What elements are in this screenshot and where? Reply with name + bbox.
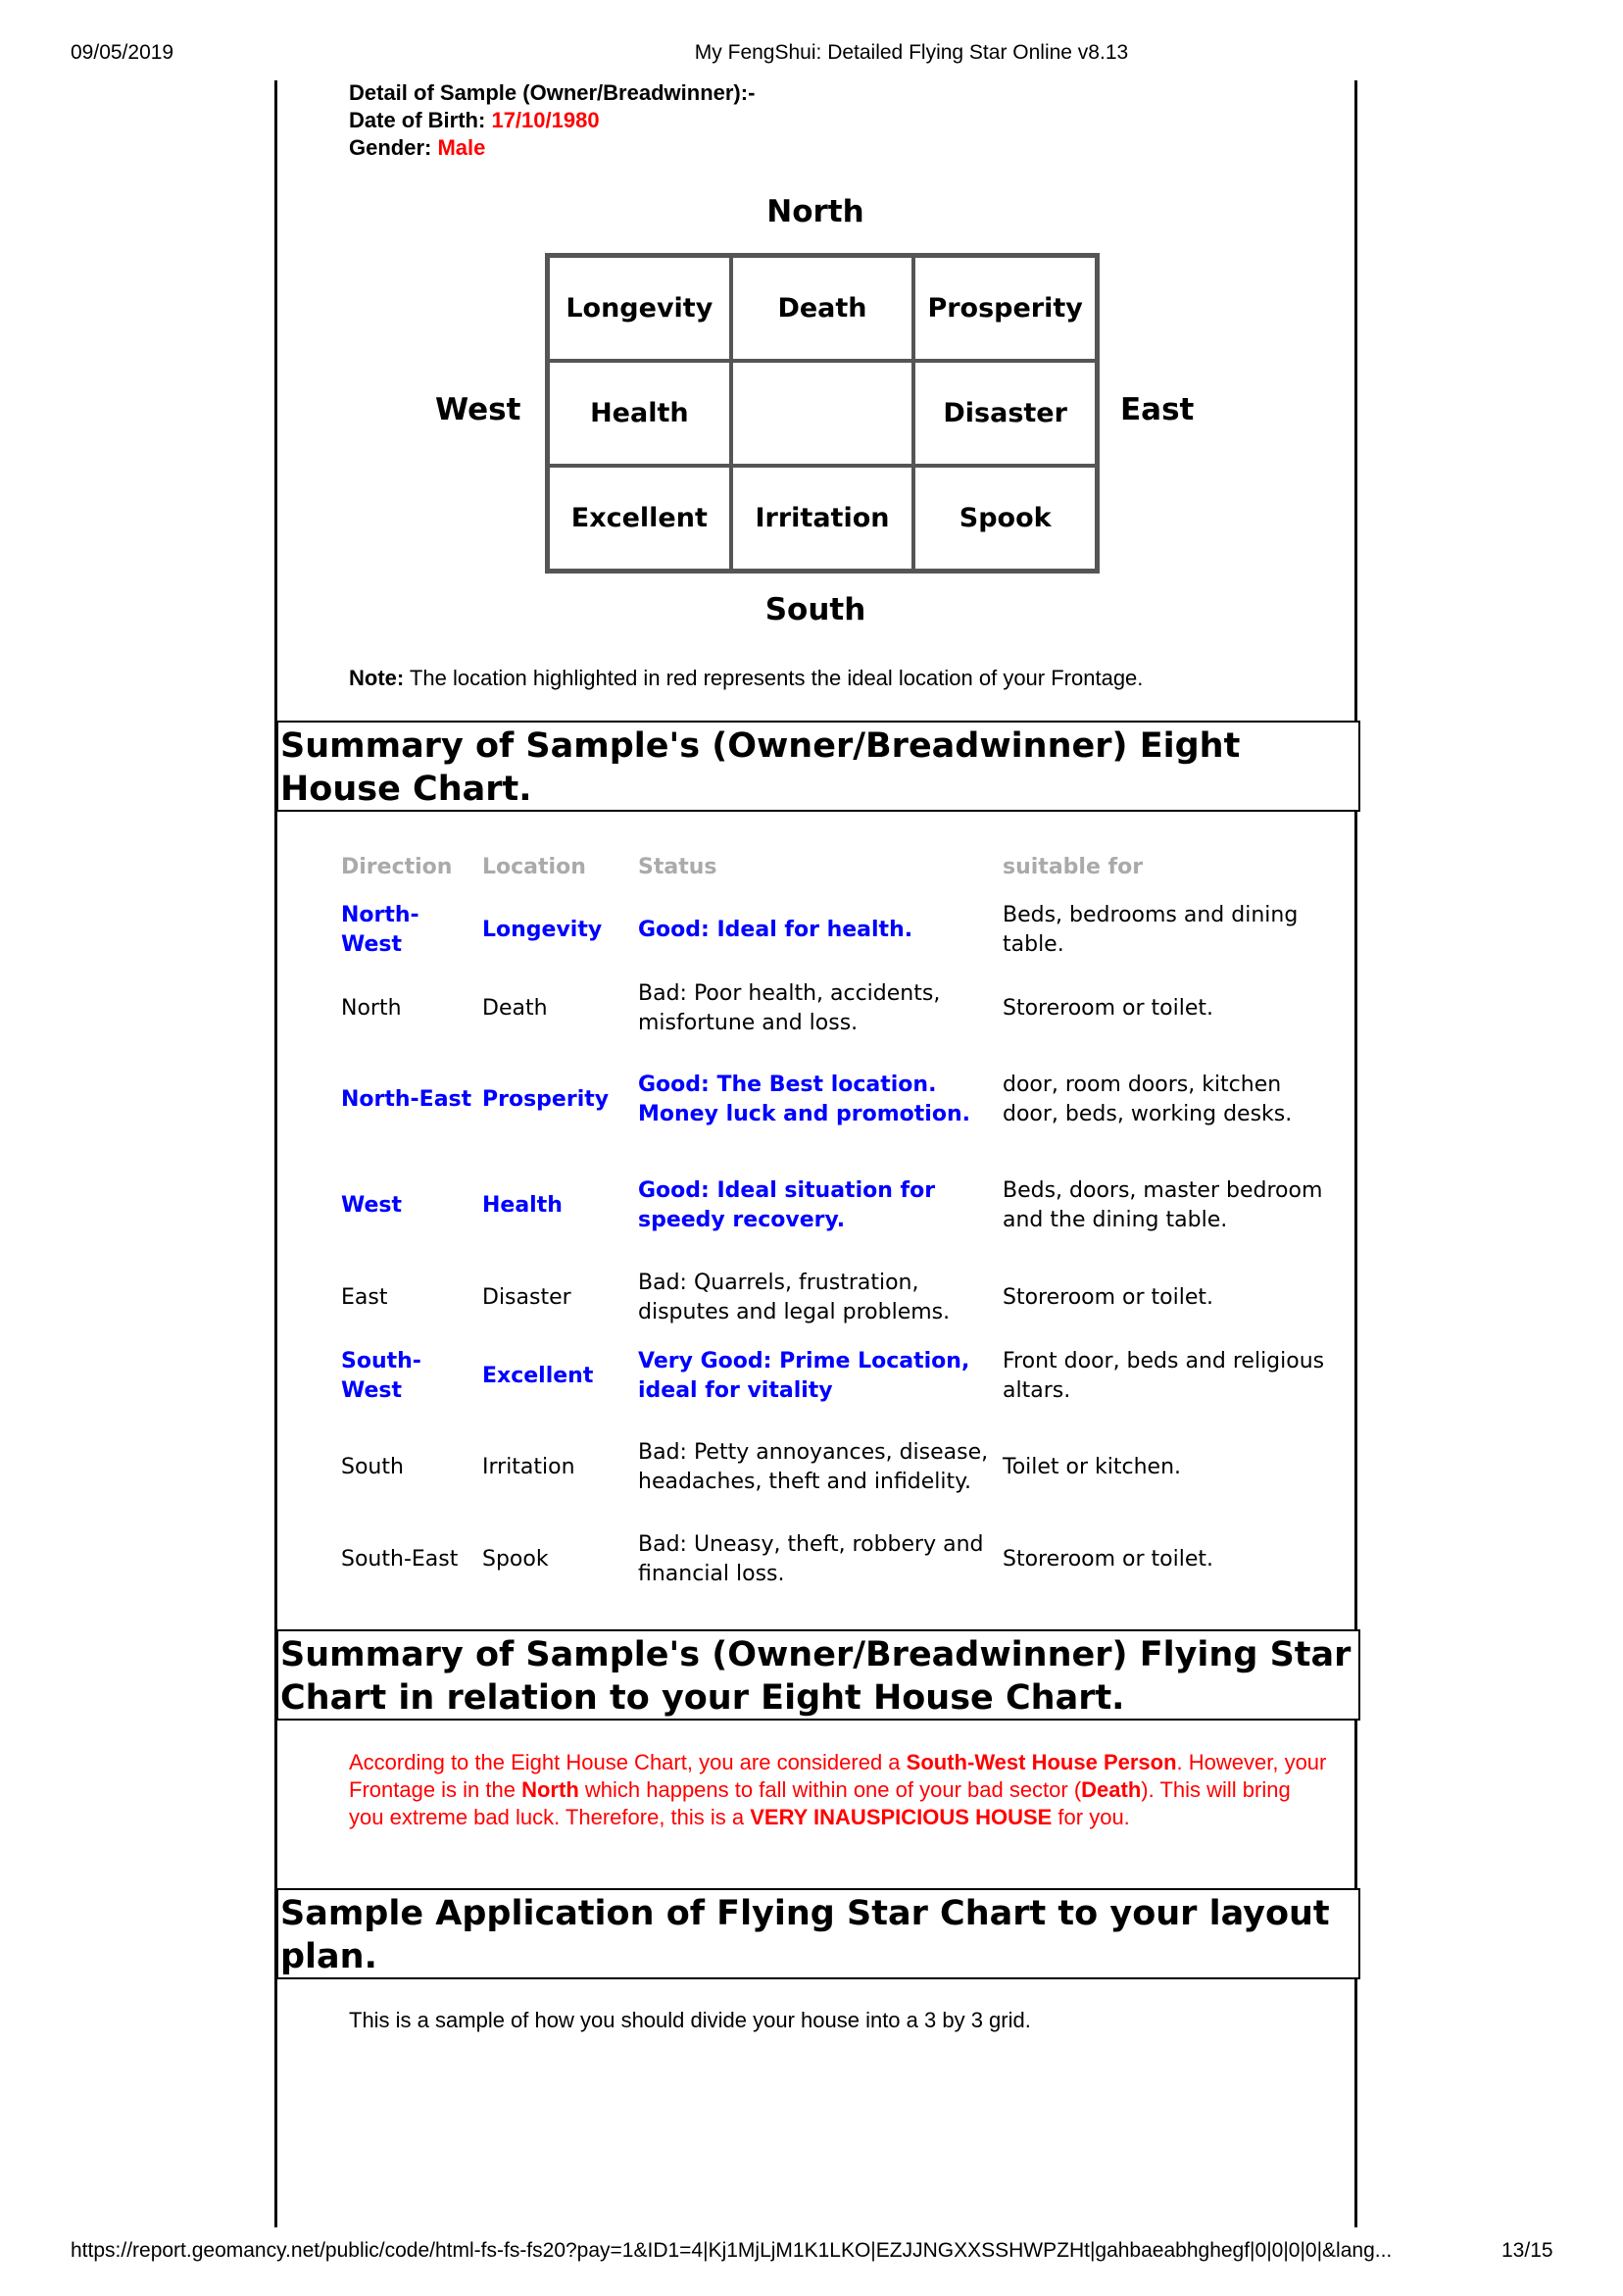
note-label: Note: xyxy=(349,666,405,690)
cell-suitable: Beds, bedrooms and dining table. xyxy=(1003,903,1299,957)
dob-value: 17/10/1980 xyxy=(491,108,600,132)
cell-location: Disaster xyxy=(482,1285,571,1310)
col-location: Location xyxy=(482,855,586,879)
section-application-title: Sample Application of Flying Star Chart to your layout plan. xyxy=(276,1888,1360,1979)
application-text: This is a sample of how you should divide your house into a 3 by 3 grid. xyxy=(349,2008,1031,2032)
grid-cell: Longevity xyxy=(548,256,731,361)
cell-direction: West xyxy=(341,1193,403,1218)
dob-line xyxy=(349,107,600,134)
grid-cell: Irritation xyxy=(731,466,914,571)
cell-suitable: Toilet or kitchen. xyxy=(1003,1455,1182,1479)
cell-location: Spook xyxy=(482,1547,549,1572)
cell-direction: North-West xyxy=(341,903,419,957)
cell-location: Excellent xyxy=(482,1364,594,1388)
cell-location: Longevity xyxy=(482,918,603,942)
house-person: South-West House Person xyxy=(906,1750,1177,1774)
cell-status: Bad: Uneasy, theft, robbery and financial loss. xyxy=(638,1532,984,1586)
gender-value: Male xyxy=(437,135,486,160)
grid-cell: Disaster xyxy=(913,361,1097,466)
details-heading: Detail of Sample (Owner/Breadwinner):- xyxy=(349,80,756,105)
print-date: 09/05/2019 xyxy=(71,41,174,64)
cell-direction: North xyxy=(341,996,402,1021)
section-eight-house-title: Summary of Sample's (Owner/Breadwinner) Eight House Chart. xyxy=(276,721,1360,812)
grid-cell: Health xyxy=(548,361,731,466)
text: for you. xyxy=(1052,1805,1130,1829)
cell-direction: East xyxy=(341,1285,388,1310)
table-row xyxy=(0,886,1623,974)
cell-suitable: Front door, beds and religious altars. xyxy=(1003,1349,1325,1403)
cell-direction: South-West xyxy=(341,1349,421,1403)
cell-suitable: Beds, doors, master bedroom and the dining table. xyxy=(1003,1178,1323,1232)
cell-status: Bad: Poor health, accidents, misfortune and loss. xyxy=(638,981,941,1035)
print-title: My FengShui: Detailed Flying Star Online v8.13 xyxy=(694,41,1129,64)
grid-cell: Spook xyxy=(913,466,1097,571)
note xyxy=(349,666,1143,691)
cell-direction: South xyxy=(341,1455,404,1479)
cell-status: Good: Ideal situation for speedy recovery. xyxy=(638,1178,936,1232)
table-row xyxy=(0,1516,1623,1604)
cell-status: Very Good: Prime Location, ideal for vitality xyxy=(638,1349,970,1403)
gender-label: Gender: xyxy=(349,135,432,160)
cell-suitable: Storeroom or toilet. xyxy=(1003,1547,1214,1572)
text: . However, your Frontage is in the xyxy=(349,1750,1327,1802)
grid-cell-center xyxy=(731,361,914,466)
cell-location: Irritation xyxy=(482,1455,575,1479)
cell-suitable: Storeroom or toilet. xyxy=(1003,996,1214,1021)
cell-location: Prosperity xyxy=(482,1087,610,1112)
table-row xyxy=(0,1423,1623,1512)
cell-suitable: Storeroom or toilet. xyxy=(1003,1285,1214,1310)
frontage-direction: North xyxy=(521,1777,579,1802)
note-text: The location highlighted in red represents the ideal location of your Frontage. xyxy=(404,666,1144,690)
north-label: North xyxy=(766,194,864,229)
east-label: East xyxy=(1120,392,1195,427)
section-flying-star-title: Summary of Sample's (Owner/Breadwinner) Flying Star Chart in relation to your Eight House Chart. xyxy=(276,1629,1360,1721)
eight-house-grid xyxy=(545,253,1100,574)
dob-label: Date of Birth: xyxy=(349,108,486,132)
col-direction: Direction xyxy=(341,855,453,879)
text: According to the Eight House Chart, you are considered a xyxy=(349,1750,907,1774)
table-row xyxy=(0,1254,1623,1342)
cell-status: Bad: Quarrels, frustration, disputes and legal problems. xyxy=(638,1271,951,1324)
table-row xyxy=(0,1162,1623,1250)
footer-url: https://report.geomancy.net/public/code/html-fs-fs-fs20?pay=1&ID1=4|Kj1MjLjM1K1LKO|EZJJNGXXSSHWPZHt|gahbaeabhghegf|0|0|0|0|&lang... xyxy=(71,2239,1393,2262)
text: which happens to fall within one of your bad sector ( xyxy=(578,1777,1082,1802)
flying-star-summary xyxy=(349,1749,1329,1831)
grid-cell: Prosperity xyxy=(913,256,1097,361)
west-label: West xyxy=(435,392,521,427)
cell-location: Death xyxy=(482,996,548,1021)
cell-status: Good: The Best location. Money luck and promotion. xyxy=(638,1073,970,1126)
page-number: 13/15 xyxy=(1501,2239,1553,2262)
cell-status: Bad: Petty annoyances, disease, headaches, theft and infidelity. xyxy=(638,1440,989,1494)
cell-status: Good: Ideal for health. xyxy=(638,918,913,942)
cell-direction: North-East xyxy=(341,1087,472,1112)
text: ). This will bring you extreme bad luck. Therefore, this is a xyxy=(349,1777,1291,1829)
gender-line xyxy=(349,134,485,162)
south-label: South xyxy=(764,592,866,627)
table-row xyxy=(0,965,1623,1053)
verdict: VERY INAUSPICIOUS HOUSE xyxy=(750,1805,1053,1829)
table-row xyxy=(0,1332,1623,1421)
grid-cell: Death xyxy=(731,256,914,361)
cell-direction: South-East xyxy=(341,1547,459,1572)
col-status: Status xyxy=(638,855,717,879)
table-row xyxy=(0,1056,1623,1144)
grid-cell: Excellent xyxy=(548,466,731,571)
table-header xyxy=(0,853,1623,882)
cell-suitable: door, room doors, kitchen door, beds, working desks. xyxy=(1003,1073,1293,1126)
col-suitable: suitable for xyxy=(1003,855,1144,879)
cell-location: Health xyxy=(482,1193,563,1218)
bad-sector: Death xyxy=(1081,1777,1142,1802)
